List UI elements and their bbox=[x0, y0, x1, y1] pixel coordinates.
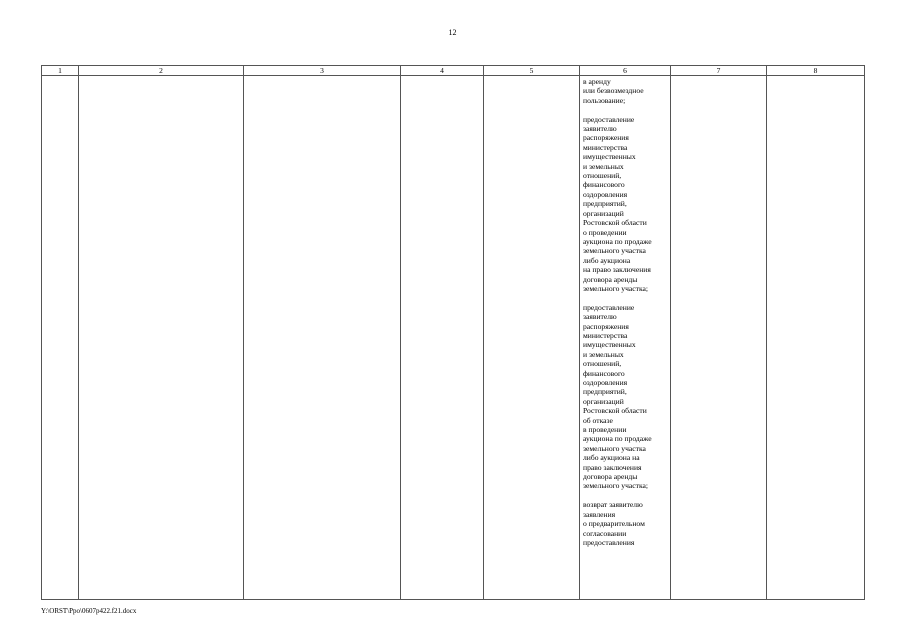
column-header-2: 2 bbox=[79, 66, 244, 76]
column-header-3: 3 bbox=[244, 66, 401, 76]
column-header-5: 5 bbox=[484, 66, 580, 76]
column-header-1: 1 bbox=[42, 66, 79, 76]
cell-text-col4 bbox=[401, 76, 483, 77]
table-cell-col1 bbox=[42, 76, 79, 600]
column-header-4: 4 bbox=[401, 66, 484, 76]
table-cell-col8 bbox=[767, 76, 865, 600]
column-header-8: 8 bbox=[767, 66, 865, 76]
table-cell-col2 bbox=[79, 76, 244, 600]
cell-text-col5 bbox=[484, 76, 579, 77]
cell-text-col2 bbox=[79, 76, 243, 77]
footer-file-path: Y:\ORST\Ppo\0607p422.f21.docx bbox=[41, 607, 137, 615]
cell-text-col7 bbox=[671, 76, 766, 77]
table-cell-col4 bbox=[401, 76, 484, 600]
table-cell-col5 bbox=[484, 76, 580, 600]
table-row bbox=[42, 76, 865, 600]
table-cell-col7 bbox=[671, 76, 767, 600]
page-number: 12 bbox=[448, 28, 457, 37]
cell-text-col8 bbox=[767, 76, 864, 77]
document-table bbox=[41, 65, 865, 600]
column-header-6: 6 bbox=[580, 66, 671, 76]
table-cell-col3 bbox=[244, 76, 401, 600]
cell-text-col6: в аренду или безвозмездное пользование; предоставление заявителю распоряжения министерства имущественных и земельных отношений, финансового оздоровления предприятий, организаций Ростовской области о проведении аукциона по продаже земельного участка либо аукциона на право заключения договора аренды земельного участка; предоставление заявителю распоряжения министерства имущественных и земельных отношений, финансового оздоровления предприятий, организаций Ростовской области об отказе в проведении аукциона по продаже земельного участка либо аукциона на право заключения договора аренды земельного участка; возврат заявителю заявления о предварительном согласовании предоставления bbox=[583, 77, 652, 547]
table-cell-col6 bbox=[580, 76, 671, 600]
table-header-row bbox=[42, 66, 865, 76]
column-header-7: 7 bbox=[671, 66, 767, 76]
cell-text-col3 bbox=[244, 76, 400, 77]
cell-text-col1 bbox=[42, 76, 78, 77]
